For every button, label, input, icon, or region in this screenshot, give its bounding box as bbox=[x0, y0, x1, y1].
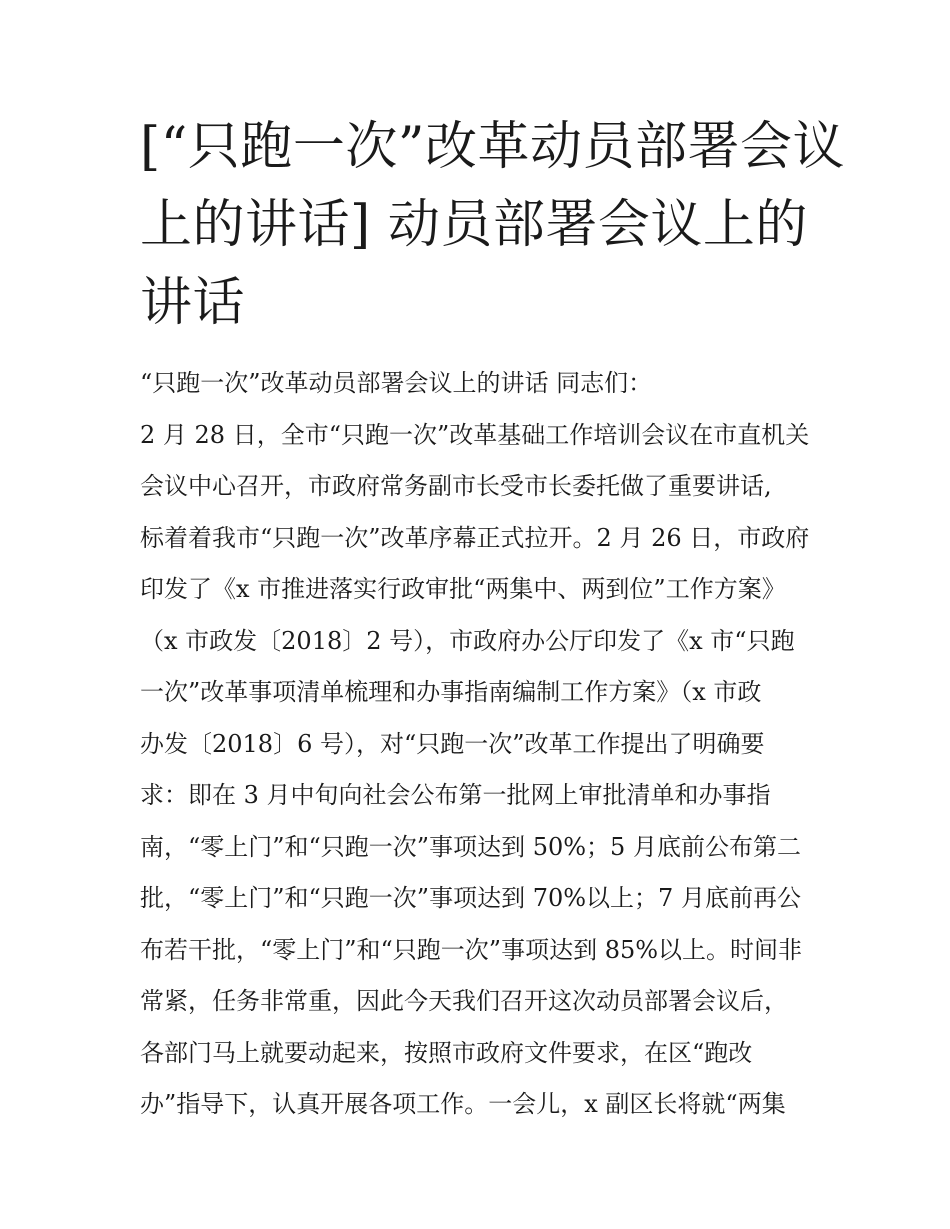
document-title bbox=[140, 108, 845, 342]
body-line: 求：即在 3 月中旬向社会公布第一批网上审批清单和办事指 bbox=[140, 781, 771, 809]
body-line: 印发了《x 市推进落实行政审批“两集中、两到位”工作方案》 bbox=[140, 575, 786, 603]
body-line: 会议中心召开，市政府常务副市长受市长委托做了重要讲话, bbox=[140, 472, 772, 500]
body-line: 办”指导下，认真开展各项工作。一会儿，x 副区长将就“两集 bbox=[140, 1090, 786, 1118]
body-line: 办发〔2018〕6 号），对“只跑一次”改革工作提出了明确要 bbox=[140, 729, 765, 758]
body-line: 2 月 28 日，全市“只跑一次”改革基础工作培训会议在市直机关 bbox=[140, 420, 810, 449]
body-line: 常紧，任务非常重，因此今天我们召开这次动员部署会议后， bbox=[140, 987, 788, 1015]
body-line: 布若干批，“零上门”和“只跑一次”事项达到 85%以上。时间非 bbox=[140, 935, 803, 964]
title-line: 上的讲话] 动员部署会议上的 bbox=[140, 195, 808, 255]
body-line: 批，“零上门”和“只跑一次”事项达到 70%以上；7 月底前再公 bbox=[140, 884, 801, 912]
title-line: 讲话 bbox=[140, 273, 246, 333]
body-line: （x 市政发〔2018〕2 号），市政府办公厅印发了《x 市“只跑 bbox=[140, 626, 795, 655]
body-line: 南，“零上门”和“只跑一次”事项达到 50%；5 月底前公布第二 bbox=[140, 832, 801, 861]
document-body bbox=[140, 358, 820, 1131]
body-line: 标着着我市“只跑一次”改革序幕正式拉开。2 月 26 日，市政府 bbox=[140, 523, 810, 552]
title-line: [“只跑一次”改革动员部署会议 bbox=[140, 117, 845, 177]
body-line: 一次”改革事项清单梳理和办事指南编制工作方案》（x 市政 bbox=[140, 678, 762, 706]
body-line: 各部门马上就要动起来，按照市政府文件要求，在区“跑改 bbox=[140, 1038, 753, 1067]
body-line: “只跑一次”改革动员部署会议上的讲话 同志们： bbox=[140, 369, 653, 397]
